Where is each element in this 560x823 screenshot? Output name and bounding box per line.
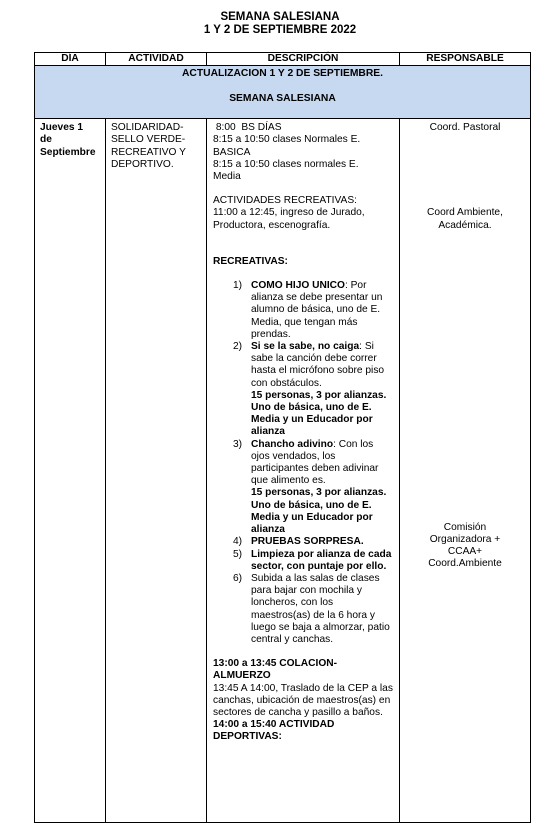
description-cell	[207, 119, 400, 823]
deportivas-heading: 14:00 a 15:40 ACTIVIDAD	[213, 719, 335, 731]
header-dia: DÍA	[35, 53, 106, 66]
desc-line: 11:00 a 12:45, ingreso de Jurado,	[213, 207, 365, 219]
banner-update-label: ACTUALIZACION 1 Y 2 DE SEPTIEMBRE.	[181, 68, 383, 80]
banner-row	[35, 66, 531, 119]
header-actividad: ACTIVIDAD	[106, 53, 207, 66]
list-item: 3) Chancho adivino: Con los ojos vendados, los participantes deben adivinar que alimento es. 15 personas, 3 por alianzas. Uno de básica, uno de E. Media y un Educador por alianza	[233, 438, 387, 536]
responsible-text: Comisión	[443, 521, 487, 533]
responsible-text: CCAA+	[447, 546, 483, 558]
responsible-text: Coord.Ambiente	[428, 558, 502, 570]
activity-text: DEPORTIVO.	[111, 158, 174, 170]
colacion-heading: 13:00 a 13:45 COLACION-	[213, 658, 337, 670]
responsible-cell	[400, 119, 531, 823]
day-cell	[35, 119, 106, 823]
day-text: de	[40, 134, 52, 146]
list-item: 5) Limpieza por alianza de cada sector, con puntaje por ello.	[233, 548, 392, 572]
list-item: 4) PRUEBAS SORPRESA.	[233, 536, 364, 548]
activity-cell	[106, 119, 207, 823]
responsible-text: Coord. Pastoral	[429, 122, 501, 134]
header-row	[35, 53, 531, 66]
schedule-table	[34, 52, 531, 823]
banner-week-label: SEMANA SALESIANA	[229, 93, 336, 105]
recreativas-heading: RECREATIVAS:	[213, 255, 288, 267]
day-text: Jueves 1	[40, 122, 84, 134]
desc-line: 8:15 a 10:50 clases normales E.	[213, 158, 359, 170]
colacion-heading: ALMUERZO	[213, 670, 271, 682]
desc-line: BASICA	[213, 146, 251, 158]
list-item: 1) COMO HIJO UNICO: Por alianza se debe presentar un alumno de básica, uno de E. Media, que tengan más prendas.	[233, 280, 383, 340]
header-descripcion: DESCRIPCIÓN	[207, 53, 400, 66]
list-item: 2) Si se la sabe, no caiga: Si sabe la canción debe correr hasta el micrófono sobre piso con obstáculos. 15 personas, 3 por alianzas. Uno de básica, uno de E. Media y un Educador por alianza	[233, 341, 387, 438]
deportivas-heading: DEPORTIVAS:	[213, 731, 282, 743]
document-title: SEMANA SALESIANA	[220, 11, 340, 23]
activity-text: SOLIDARIDAD-	[111, 122, 184, 134]
responsible-text: Organizadora +	[429, 534, 501, 546]
desc-line: 8:15 a 10:50 clases Normales E.	[213, 134, 361, 146]
desc-line: 8:00 BS DÍAS	[213, 122, 282, 134]
table-row	[35, 119, 531, 823]
header-responsable: RESPONSABLE	[400, 53, 531, 66]
desc-line: 13:45 A 14:00, Traslado de la CEP a las canchas, ubicación de maestros(as) en sectores de cancha y pasillo a baños.	[213, 682, 393, 718]
recreational-list	[213, 280, 393, 646]
document-subtitle: 1 Y 2 DE SEPTIEMBRE 2022	[203, 24, 357, 36]
desc-line: Media	[213, 171, 241, 183]
desc-line: ACTIVIDADES RECREATIVAS:	[213, 195, 357, 207]
responsible-text: Académica.	[438, 219, 492, 231]
activity-text: SELLO VERDE-	[111, 134, 186, 146]
desc-line: Productora, escenografía.	[213, 219, 331, 231]
list-item: 6) Subida a las salas de clases para bajar con mochila y loncheros, con los maestros(as) de la 6 hora y luego se baja a almorzar, patio central y canchas.	[233, 572, 390, 645]
day-text: Septiembre	[40, 146, 96, 158]
responsible-text: Coord Ambiente,	[427, 207, 503, 219]
activity-text: RECREATIVO Y	[111, 146, 186, 158]
banner-cell	[35, 66, 531, 119]
